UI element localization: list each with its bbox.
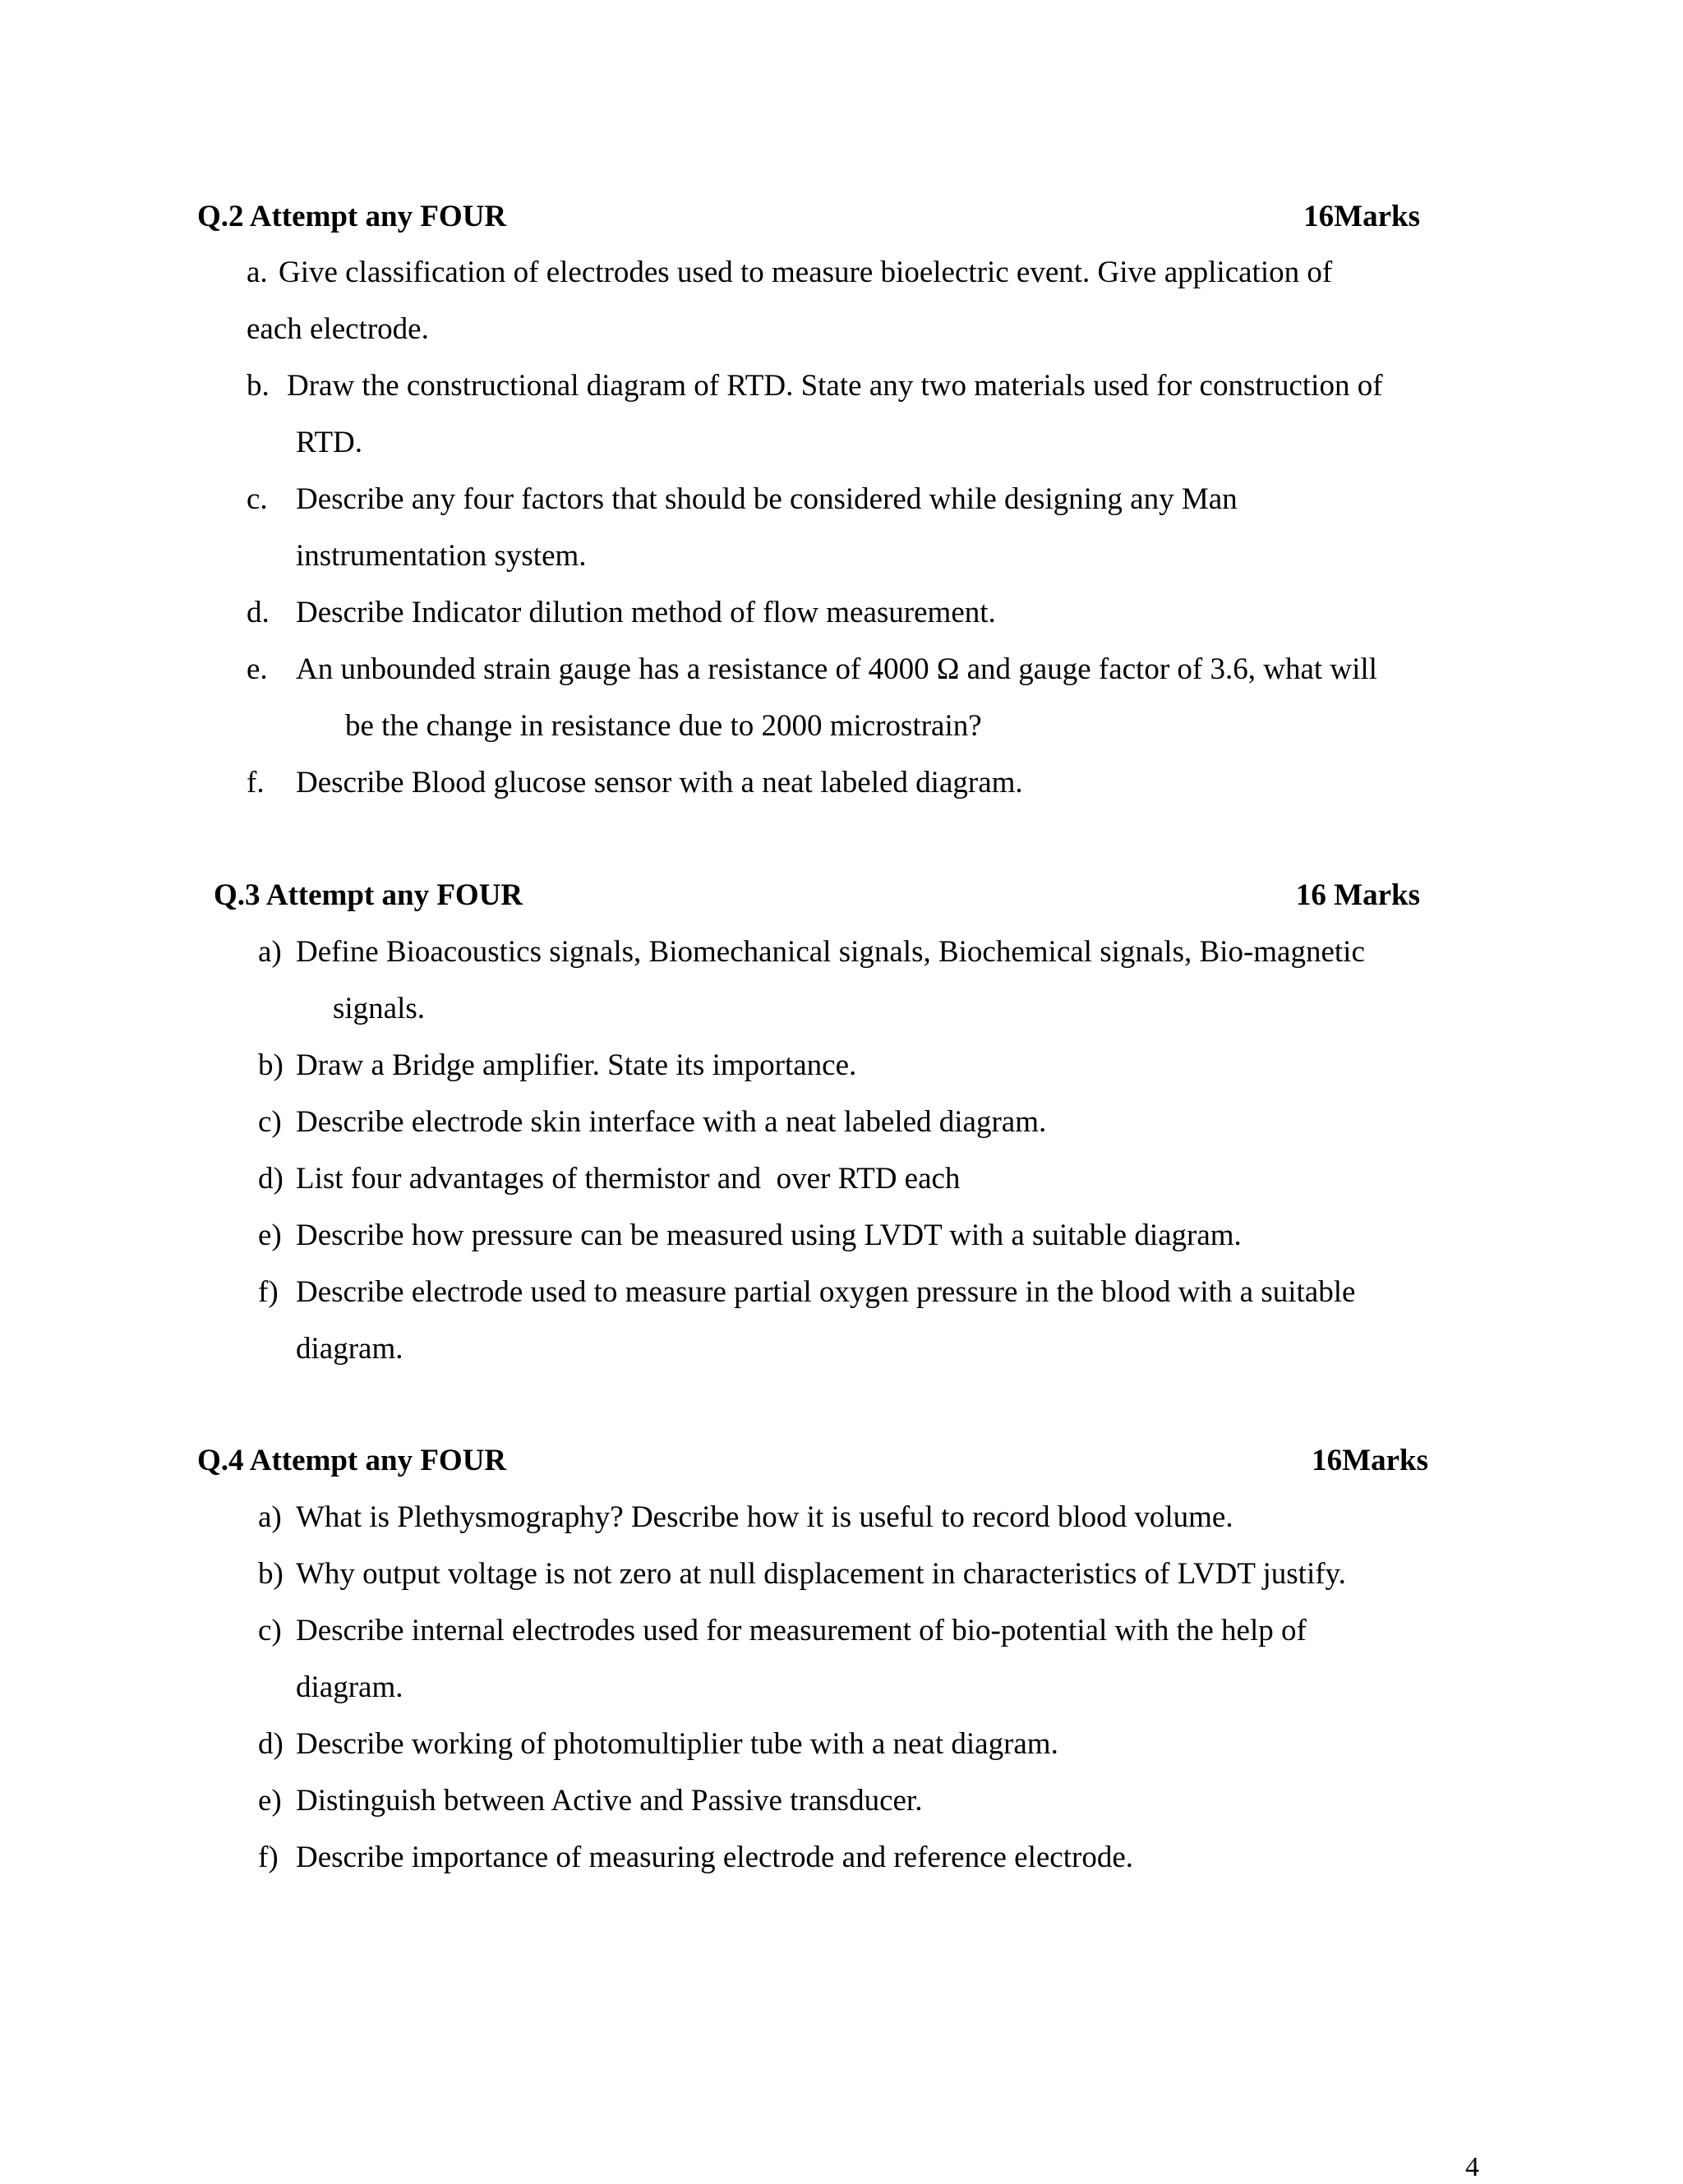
q4-item-e-text: Distinguish between Active and Passive transducer. — [296, 1784, 923, 1818]
q4-item-f-text: Describe importance of measuring electrode and reference electrode. — [296, 1841, 1133, 1874]
q3-item-f-label: f) — [258, 1275, 279, 1309]
q3-marks: 16 Marks — [1295, 878, 1420, 912]
q2-item-b-text: Draw the constructional diagram of RTD. State any two materials used for construction of — [287, 369, 1383, 403]
q4-item-f-label: f) — [258, 1841, 279, 1874]
q3-item-e-text: Describe how pressure can be measured using LVDT with a suitable diagram. — [296, 1219, 1242, 1252]
q4-item-a-label: a) — [258, 1500, 282, 1534]
q3-item-d-text: List four advantages of thermistor and over RTD each — [296, 1162, 961, 1196]
q4-title: Q.4 Attempt any FOUR — [197, 1444, 507, 1477]
q2-item-b-text-cont: RTD. — [296, 426, 363, 459]
q3-item-c-text: Describe electrode skin interface with a neat labeled diagram. — [296, 1105, 1047, 1139]
q4-item-d-text: Describe working of photomultiplier tube with a neat diagram. — [296, 1727, 1058, 1761]
q2-item-a-text-cont: each electrode. — [247, 312, 429, 346]
q2-item-a-label: a. — [247, 256, 268, 289]
q2-item-e-text: An unbounded strain gauge has a resistance of 4000 Ω and gauge factor of 3.6, what will — [296, 652, 1377, 686]
q3-item-c-label: c) — [258, 1105, 282, 1139]
q2-item-d-label: d. — [247, 596, 270, 629]
page-number: 4 — [1465, 2152, 1479, 2182]
q2-item-f-label: f. — [247, 766, 265, 799]
q3-item-a-text-cont: signals. — [333, 992, 426, 1025]
q2-item-d-text: Describe Indicator dilution method of flow measurement. — [296, 596, 996, 629]
q4-item-d-label: d) — [258, 1727, 284, 1761]
q2-item-e-text-cont: be the change in resistance due to 2000 microstrain? — [345, 709, 982, 743]
q4-item-e-label: e) — [258, 1784, 282, 1818]
q4-item-b-label: b) — [258, 1557, 284, 1591]
q3-item-a-text: Define Bioacoustics signals, Biomechanical signals, Biochemical signals, Bio-magnetic — [296, 935, 1365, 969]
q3-item-e-label: e) — [258, 1219, 282, 1252]
q2-item-c-label: c. — [247, 482, 268, 516]
q3-item-a-label: a) — [258, 935, 282, 969]
q2-heading — [197, 192, 1420, 242]
q2-title: Q.2 Attempt any FOUR — [197, 200, 507, 233]
q3-item-b-label: b) — [258, 1048, 284, 1082]
q2-item-e-label: e. — [247, 652, 268, 686]
q4-item-a-text: What is Plethysmography? Describe how it is useful to record blood volume. — [296, 1500, 1233, 1534]
q2-marks: 16Marks — [1303, 200, 1420, 233]
q4-heading — [197, 1436, 1428, 1486]
q4-item-c-text-cont: diagram. — [296, 1670, 403, 1704]
q3-item-f-text: Describe electrode used to measure partial oxygen pressure in the blood with a suitable — [296, 1275, 1356, 1309]
q4-item-c-text: Describe internal electrodes used for measurement of bio-potential with the help of — [296, 1614, 1307, 1647]
q3-title: Q.3 Attempt any FOUR — [214, 878, 523, 912]
q3-item-d-label: d) — [258, 1162, 284, 1196]
q3-item-f-text-cont: diagram. — [296, 1332, 403, 1366]
q4-item-b-text: Why output voltage is not zero at null displacement in characteristics of LVDT justify. — [296, 1557, 1346, 1591]
q3-item-b-text: Draw a Bridge amplifier. State its importance. — [296, 1048, 857, 1082]
q2-item-c-text-cont: instrumentation system. — [296, 539, 587, 573]
q4-item-c-label: c) — [258, 1614, 282, 1647]
q4-marks: 16Marks — [1312, 1444, 1428, 1477]
q2-item-c-text: Describe any four factors that should be considered while designing any Man — [296, 482, 1238, 516]
q2-item-a-text: Give classification of electrodes used to measure bioelectric event. Give application of — [279, 256, 1333, 289]
q2-item-b-label: b. — [247, 369, 270, 403]
q2-item-f-text: Describe Blood glucose sensor with a neat labeled diagram. — [296, 766, 1023, 799]
q3-heading — [214, 871, 1420, 920]
